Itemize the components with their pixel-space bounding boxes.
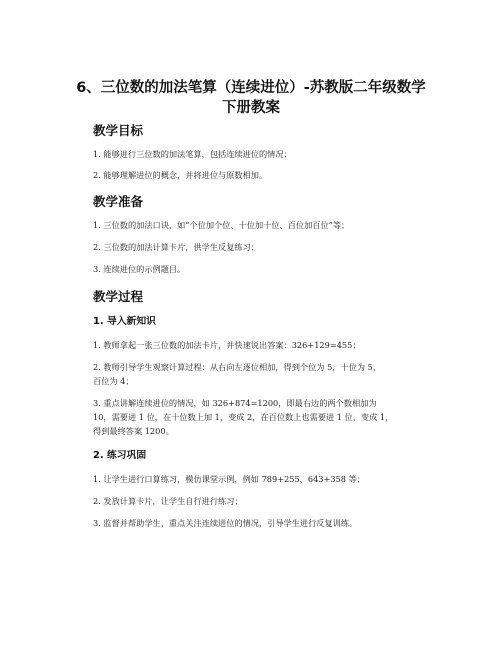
goal-item-1: 1. 能够进行三位数的加法笔算，包括连续进位的情况； [93,149,292,159]
intro-item-3-line-2: 10，需要进 1 位，在十位数上加 1，变成 2，在百位数上也需要进 1 位，变成 1， [93,412,394,422]
practice-item-2: 2. 发放计算卡片，让学生自行进行练习； [93,496,243,506]
prep-item-1: 1. 三位数的加法口诀，如“个位加个位、十位加十位、百位加百位”等； [93,220,350,230]
intro-item-2-line-1: 2. 教师引导学生观察计算过程：从右向左逐位相加，得到个位为 5，十位为 5， [93,362,382,372]
section-heading-process: 教学过程 [93,289,144,304]
section-heading-prep: 教学准备 [93,194,144,209]
prep-item-3: 3. 连续进位的示例题目。 [93,264,186,274]
practice-item-1: 1. 让学生进行口算练习，模仿课堂示例，例如 789+255、643+358 等； [93,474,365,484]
intro-item-1: 1. 教师拿起一张三位数的加法卡片，并快速说出答案：326+129=455； [93,340,361,350]
subsection-heading-intro: 1. 导入新知识 [93,316,156,327]
practice-item-3: 3. 监督并帮助学生，重点关注连续进位的情况，引导学生进行反复训练。 [93,518,358,528]
prep-item-2: 2. 三位数的加法计算卡片，供学生反复练习； [93,242,259,252]
intro-item-2-line-2: 百位为 4； [93,376,134,386]
intro-item-3-line-3: 得到最终答案 1200。 [93,426,174,436]
goal-item-2: 2. 能够理解进位的概念，并将进位与原数相加。 [93,170,268,180]
section-heading-goals: 教学目标 [93,123,144,138]
intro-item-3-line-1: 3. 重点讲解连续进位的情况，如 326+874=1200，即最右边的两个数相加为 [93,398,377,408]
document-title-line-1: 6、三位数的加法笔算（连续进位）-苏教版二年级数学 [76,80,426,96]
subsection-heading-practice: 2. 练习巩固 [93,450,147,461]
document-title-line-2: 下册教案 [222,100,280,116]
